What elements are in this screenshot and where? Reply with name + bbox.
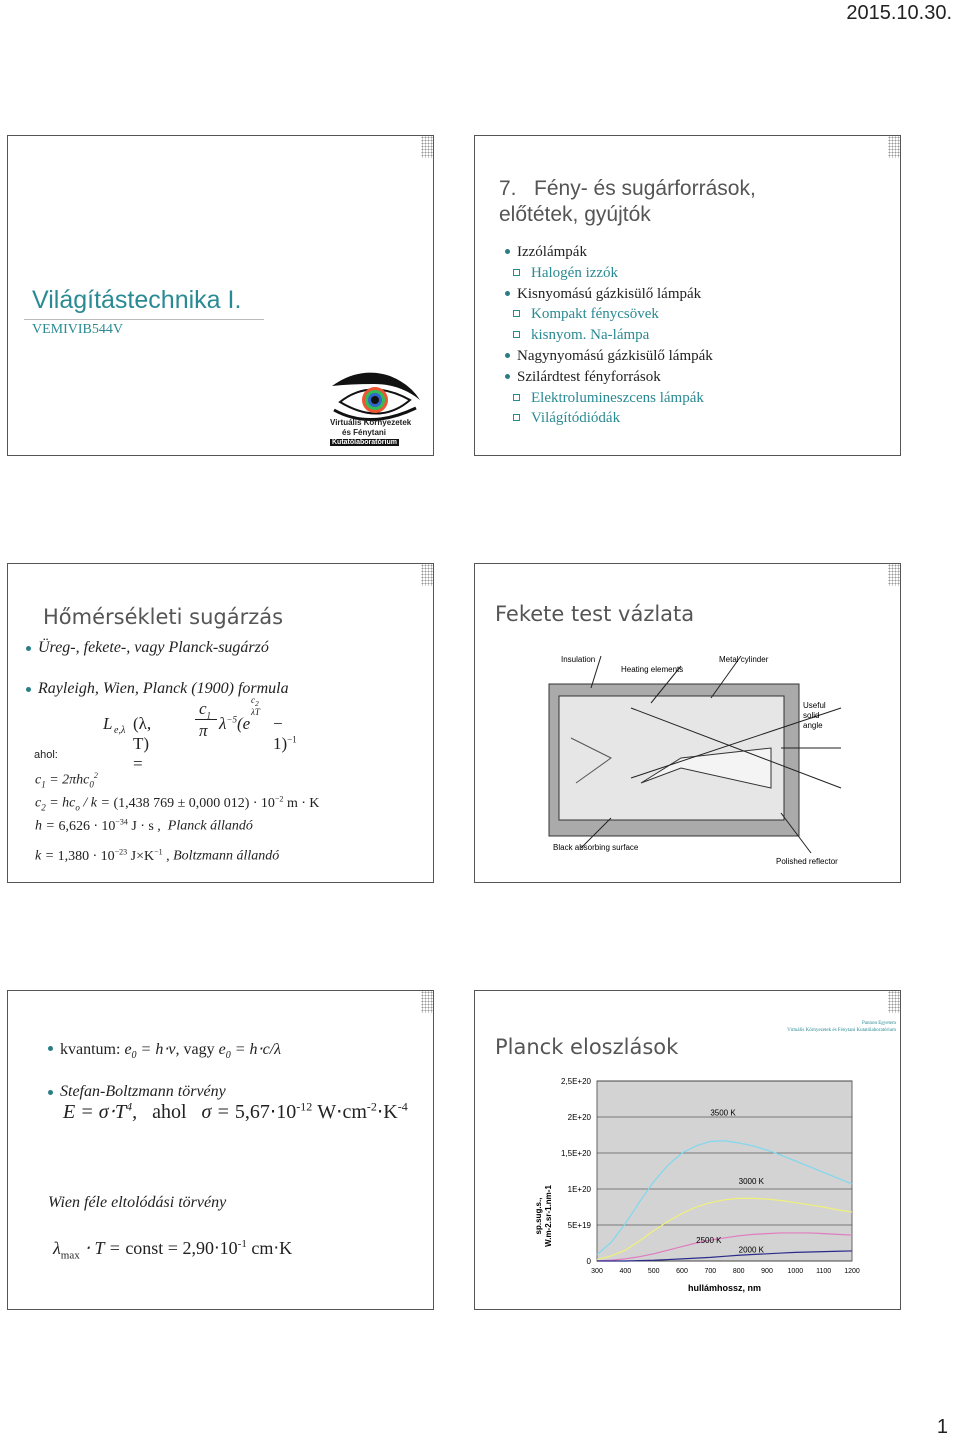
series-label: 2000 K: [738, 1245, 765, 1255]
series-label: 3500 K: [710, 1108, 736, 1118]
title-number: 7.: [499, 177, 517, 200]
slide-title: Világítástechnika I.: [32, 286, 242, 314]
series-label: 2500 K: [696, 1236, 722, 1245]
print-date: 2015.10.30.: [846, 2, 952, 24]
wien-law-label: Wien féle eltolódási törvény: [48, 1194, 227, 1211]
stefan-boltzmann-formula: $E = \sigma\cdot T^4$, ahol $\sigma = 5,67\cdot 10^{-12}$ $W\cdot cm^{-2}\cdot K^{-4}$: [63, 1099, 408, 1123]
x-tick-label: 300: [591, 1268, 603, 1275]
ahol-label: ahol: [152, 1101, 187, 1123]
course-code: VEMIVIB544V: [32, 322, 123, 337]
bullet-item: Izzólámpák: [505, 242, 885, 263]
bullet-2: Rayleigh, Wien, Planck (1900) formula: [26, 680, 434, 698]
blackbody-diagram: [541, 648, 851, 870]
lab-logo: [330, 366, 424, 452]
quantum-bullet: kvantum: $e_0 = h\cdot\nu$, vagy $e_0 = h\cdot c/\lambda$: [48, 1039, 434, 1061]
sub-bullet-item: kisnyom. Na-lámpa: [505, 325, 885, 346]
sub-bullet-item: Világítódiódák: [505, 408, 885, 429]
x-tick-label: 1100: [816, 1268, 832, 1275]
slide-6: [474, 990, 901, 1310]
y-axis-label: sp.sug.s.,: [534, 1197, 543, 1235]
bullet-item: Szilárdtest fényforrások: [505, 367, 885, 388]
corner-dots: [888, 991, 900, 1013]
label-polished-reflector: Polished reflector: [776, 857, 838, 866]
y-axis-label: W.m-2.sr-1.nm-1: [544, 1185, 553, 1247]
constant-k: $k = 1,380 \cdot 10^{-23}$ $J\times K^{-1}$ , Boltzmann állandó: [35, 847, 280, 864]
y-tick-label: 1,5E+20: [560, 1149, 591, 1158]
quantum-label: kvantum:: [60, 1041, 121, 1058]
slide-5: [7, 990, 434, 1310]
page-number: 1: [936, 1416, 948, 1438]
vagy-label: vagy: [183, 1041, 215, 1058]
x-tick-label: 400: [619, 1268, 632, 1275]
constant-h: $h = 6,626 \cdot 10^{-34}$ J ⋅ s , Planck állandó: [35, 817, 253, 834]
logo-text-1: Virtuális Környezetek: [330, 418, 412, 427]
university-line-1: Pannon Egyetem: [861, 1021, 896, 1026]
slide-title: Planck eloszlások: [495, 1035, 679, 1059]
label-solid: solid: [803, 711, 820, 720]
series-label: 3000 K: [738, 1176, 765, 1186]
title-line-2: előtétek, gyújtók: [499, 203, 651, 226]
slide-2: [474, 135, 901, 456]
corner-dots: [421, 564, 433, 586]
corner-dots: [421, 136, 433, 158]
sub-bullet-item: Halogén izzók: [505, 263, 885, 284]
x-tick-label: 1200: [844, 1268, 860, 1275]
y-tick-label: 2,5E+20: [560, 1077, 591, 1086]
corner-dots: [421, 991, 433, 1013]
sub-bullet-item: Kompakt fénycsövek: [505, 304, 885, 325]
label-black-surface: Black absorbing surface: [553, 843, 639, 852]
corner-dots: [888, 564, 900, 586]
slide-1: [7, 135, 434, 456]
slide-3: Hőmérsékleti sugárzás Üreg-, fekete-, vagy Planck-sugárzó Rayleigh, Wien, Planck (1900) formula L e,λ (λ, T) = $c_1$ π $\lambda^{-5}(e$ $c_2$ λT − 1)$^{-1}$ ahol: $c_1 = 2\pi hc_0^2$ $c_2 = hc_o / k = (1,438$ 769 ± 0,000 $012) \cdot 10^{-2}$ m ⋅ K $h = 6,626 \cdot 10^{-34}$ J ⋅ s , Planck állandó $k = 1,380 \cdot 10^{-23}$ $J\times K^{-1}$ , Boltzmann állandó: [7, 563, 434, 883]
boltzmann-constant-label: Boltzmann állandó: [173, 848, 280, 864]
corner-dots: [888, 136, 900, 158]
planck-chart: [515, 1071, 900, 1301]
title-line-1: Fény- és sugárforrások,: [534, 177, 756, 200]
logo-text-2: és Fénytani: [342, 428, 387, 437]
y-tick-label: 1E+20: [567, 1185, 591, 1194]
constant-c1: $c_1 = 2\pi hc_0^2$: [35, 771, 98, 790]
title-underline: [24, 319, 264, 320]
sub-bullet-item: Elektrolumineszcens lámpák: [505, 388, 885, 409]
y-tick-label: 5E+19: [567, 1221, 591, 1230]
label-insulation: Insulation: [561, 655, 596, 664]
constant-c2: $c_2 = hc_o / k = (1,438$ 769 ± 0,000 $012) \cdot 10^{-2}$ m ⋅ K: [35, 794, 320, 813]
wien-formula: $\lambda_{max} \cdot T$ = const = $2,90\cdot 10^{-1}$ cm⋅K: [53, 1238, 293, 1262]
label-useful: Useful: [803, 701, 826, 710]
bullet-1: Üreg-, fekete-, vagy Planck-sugárzó: [26, 639, 434, 657]
label-angle: angle: [803, 721, 823, 730]
bullet-list: [505, 242, 885, 429]
where-label: ahol:: [34, 749, 58, 761]
label-metal: Metal cylinder: [719, 655, 769, 664]
bullet-item: Kisnyomású gázkisülő lámpák: [505, 284, 885, 305]
x-tick-label: 800: [732, 1268, 745, 1275]
x-tick-label: 500: [647, 1268, 660, 1275]
planck-constant-label: Planck állandó: [167, 818, 253, 834]
stefan-boltzmann-bullet: Stefan-Boltzmann törvény: [48, 1083, 434, 1101]
slide-title: [499, 176, 756, 228]
y-tick-label: 0: [586, 1257, 591, 1266]
university-line-2: Virtuális Környezetek és Fénytani Kutatólaboratórium: [787, 1028, 896, 1033]
x-tick-label: 1000: [787, 1268, 804, 1275]
x-tick-label: 700: [704, 1268, 717, 1275]
bullet-item: Nagynyomású gázkisülő lámpák: [505, 346, 885, 367]
slide-title: Fekete test vázlata: [495, 602, 695, 626]
label-heating: Heating elements: [621, 665, 684, 674]
slide-title: Hőmérsékleti sugárzás: [43, 605, 284, 629]
y-tick-label: 2E+20: [567, 1113, 591, 1122]
logo-text-3: Kutatólaboratórium: [332, 439, 397, 446]
x-tick-label: 600: [676, 1268, 688, 1275]
slide-4: [474, 563, 901, 883]
x-axis-label: hullámhossz, nm: [687, 1283, 762, 1293]
x-tick-label: 900: [761, 1268, 773, 1275]
